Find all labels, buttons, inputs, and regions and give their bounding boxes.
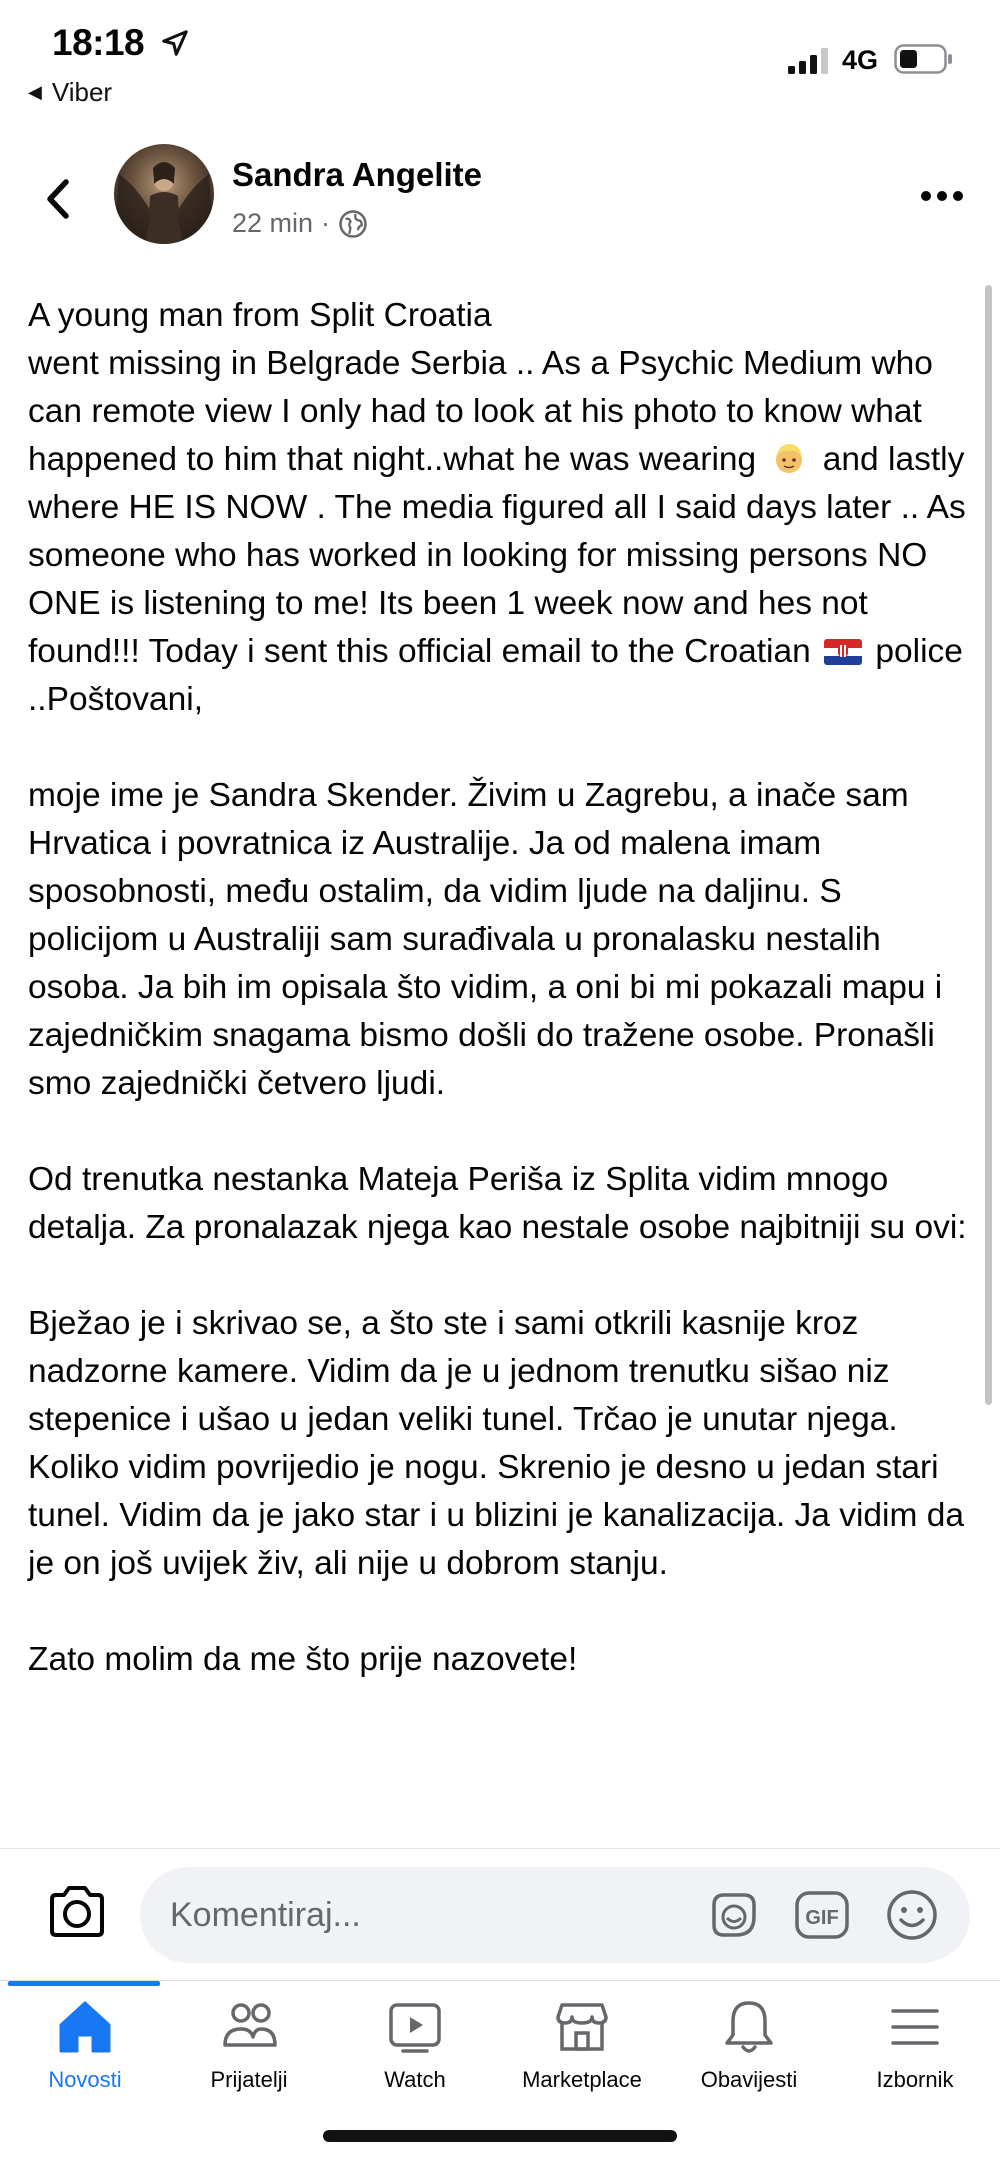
meta-separator: · xyxy=(321,208,331,238)
post-text-segment: and lastly where HE IS NOW . The media figured all I said days later .. As someone who has worked in looking for missing persons NO ONE is listening to me! Its been 1 week now and hes not found!!! Today i sent this official email to the Croatian xyxy=(28,441,966,670)
back-app-label: Viber xyxy=(51,77,113,107)
home-icon xyxy=(53,1995,117,2059)
gif-icon[interactable] xyxy=(794,1887,850,1943)
home-indicator[interactable] xyxy=(323,2130,677,2142)
scrollbar[interactable] xyxy=(985,285,992,1405)
bell-icon xyxy=(717,1995,781,2059)
paragraph-gap xyxy=(28,1252,978,1300)
post-text-segment: police ..Poštovani, xyxy=(28,633,963,718)
comment-bar xyxy=(0,1848,1000,1980)
post-header xyxy=(0,140,1000,260)
marketplace-icon xyxy=(550,1995,614,2059)
watch-icon xyxy=(383,1995,447,2059)
tab-novosti[interactable] xyxy=(0,1995,170,2105)
active-tab-indicator xyxy=(8,1981,160,1986)
tab-watch[interactable] xyxy=(330,1995,500,2105)
post-paragraph-5: Zato molim da me što prije nazovete! xyxy=(28,1641,578,1678)
back-to-app-link[interactable] xyxy=(28,77,112,108)
post-time[interactable]: 22 min xyxy=(232,208,314,238)
back-arrow-icon[interactable] xyxy=(40,176,76,222)
post-paragraph-4: Bježao je i skrivao se, a što ste i sami otkrili kasnije kroz nadzorne kamere. Vidim da je u jednom trenutku sišao niz stepenice i ušao u jedan veliki tunel. Trčao je unutar njega. Koliko vidim povrijedio je nogu. Skrenio je desno u jedan stari tunel. Vidim da je jako star i u blizini je kanalizacija. Ja vidim da je on još uvijek živ, ali nije u dobrom stanju. xyxy=(28,1305,964,1582)
tab-label: Prijatelji xyxy=(210,2067,288,2092)
status-bar xyxy=(0,0,1000,120)
clock: 18:18 xyxy=(52,22,145,63)
tab-label: Novosti xyxy=(48,2067,122,2092)
tab-izbornik[interactable] xyxy=(830,1995,1000,2105)
paragraph-gap xyxy=(28,724,978,772)
svg-text:GIF: GIF xyxy=(805,1907,839,1929)
tab-label: Obavijesti xyxy=(700,2067,798,2092)
emoji-icon[interactable] xyxy=(884,1887,940,1943)
tab-marketplace[interactable] xyxy=(497,1995,667,2105)
avatar-figure-icon xyxy=(114,144,214,244)
author-name[interactable]: Sandra Angelite xyxy=(232,156,482,193)
post-paragraph-1 xyxy=(28,292,978,340)
back-triangle-icon: ◀ xyxy=(28,82,42,102)
battery-icon xyxy=(894,44,954,74)
post-paragraph-3: Od trenutka nestanka Mateja Periša iz Splita vidim mnogo detalja. Za pronalazak njega kao nestale osobe najbitniji su ovi: xyxy=(28,1161,967,1246)
tab-label: Watch xyxy=(384,2067,446,2092)
network-type: 4G xyxy=(842,45,879,75)
croatia-flag-icon xyxy=(824,639,862,665)
location-arrow-icon xyxy=(160,28,190,58)
croatia-flag-icon xyxy=(505,303,543,329)
post-text-segment: went missing in Belgrade Serbia .. As a Psychic Medium who can remote view I only had to look at his photo to know what happened to him that night..what he was wearing xyxy=(28,345,933,478)
post-body xyxy=(28,292,978,1684)
paragraph-gap xyxy=(28,1588,978,1636)
sticker-icon[interactable] xyxy=(706,1887,762,1943)
globe-icon xyxy=(338,209,368,239)
cellular-signal-icon xyxy=(788,48,830,74)
tab-label: Marketplace xyxy=(522,2067,642,2092)
paragraph-gap xyxy=(28,1108,978,1156)
menu-icon xyxy=(883,1995,947,2059)
tab-prijatelji[interactable] xyxy=(164,1995,334,2105)
more-options-icon[interactable] xyxy=(920,188,964,204)
friends-icon xyxy=(217,1995,281,2059)
post-meta xyxy=(232,208,368,239)
tab-obavijesti[interactable] xyxy=(664,1995,834,2105)
blond-person-emoji-icon xyxy=(771,440,807,476)
author-avatar[interactable] xyxy=(114,144,214,244)
post-paragraph-2: moje ime je Sandra Skender. Živim u Zagrebu, a inače sam Hrvatica i povratnica iz Australije. Ja od malena imam sposobnosti, među ostalim, da vidim ljude na daljinu. S policijom u Australiji sam surađivala u pronalasku nestalih osoba. Ja bih im opisala što vidim, a oni bi mi pokazali mapu i zajedničkim snagama bismo došli do tražene osobe. Pronašli smo zajednički četvero ljudi. xyxy=(28,777,943,1102)
tab-label: Izbornik xyxy=(876,2067,954,2092)
camera-icon[interactable] xyxy=(46,1883,108,1941)
post-text-segment: A young man from Split Croatia xyxy=(28,297,492,334)
